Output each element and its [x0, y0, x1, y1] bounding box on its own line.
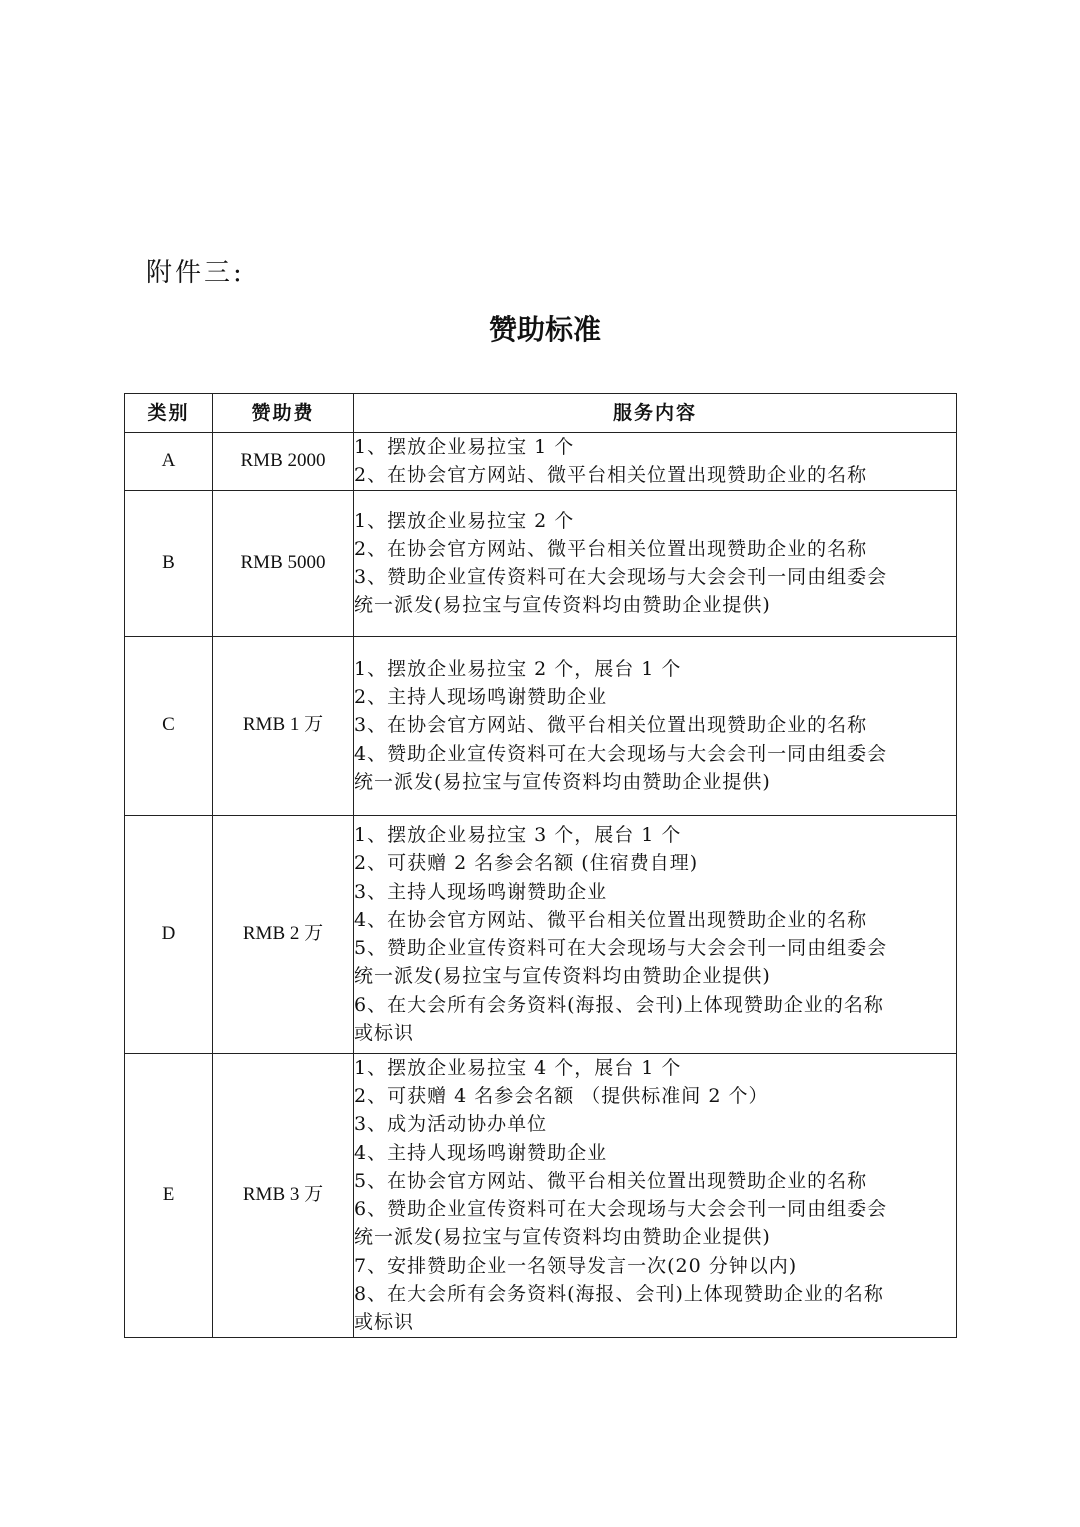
service-item: 6、赞助企业宣传资料可在大会现场与大会会刊一同由组委会 — [354, 1198, 888, 1221]
category-cell: C — [125, 636, 213, 815]
services-cell — [354, 1053, 957, 1337]
fee-cell: RMB 2 万 — [213, 815, 354, 1053]
service-item: 2、可获赠 2 名参会名额 (住宿费自理) — [354, 852, 699, 875]
service-item: 4、在协会官方网站、微平台相关位置出现赞助企业的名称 — [354, 908, 868, 931]
table-row — [125, 1053, 957, 1337]
category-cell: E — [125, 1053, 213, 1337]
service-item: 4、主持人现场鸣谢赞助企业 — [354, 1141, 608, 1164]
table-row — [125, 815, 957, 1053]
fee-cell: RMB 2000 — [213, 433, 354, 491]
sponsorship-table — [124, 393, 957, 1338]
fee-cell: RMB 1 万 — [213, 636, 354, 815]
category-cell: A — [125, 433, 213, 491]
service-item: 1、摆放企业易拉宝 1 个 — [354, 436, 575, 458]
service-item: 2、在协会官方网站、微平台相关位置出现赞助企业的名称 — [354, 537, 868, 560]
services-cell — [354, 815, 957, 1053]
header-category: 类别 — [125, 394, 213, 433]
service-item: 1、摆放企业易拉宝 2 个，展台 1 个 — [354, 657, 682, 680]
fee-cell: RMB 3 万 — [213, 1053, 354, 1337]
service-item: 2、可获赠 4 名参会名额 （提供标准间 2 个） — [354, 1084, 769, 1107]
table-row — [125, 636, 957, 815]
service-item: 1、摆放企业易拉宝 2 个 — [354, 509, 575, 532]
category-cell: D — [125, 815, 213, 1053]
service-item: 2、主持人现场鸣谢赞助企业 — [354, 686, 608, 709]
services-cell — [354, 433, 957, 491]
table-row — [125, 433, 957, 491]
attachment-label: 附件三: — [146, 258, 245, 288]
service-item: 6、在大会所有会务资料(海报、会刊)上体现赞助企业的名称 — [354, 993, 884, 1016]
header-services: 服务内容 — [354, 394, 957, 433]
service-item: 1、摆放企业易拉宝 3 个，展台 1 个 — [354, 823, 682, 846]
service-item: 3、在协会官方网站、微平台相关位置出现赞助企业的名称 — [354, 714, 868, 737]
document-title: 赞助标准 — [488, 313, 601, 346]
service-item: 5、在协会官方网站、微平台相关位置出现赞助企业的名称 — [354, 1169, 868, 1192]
table-header-row — [125, 394, 957, 433]
header-fee: 赞助费 — [213, 394, 354, 433]
table-row — [125, 490, 957, 636]
service-item: 3、主持人现场鸣谢赞助企业 — [354, 880, 608, 903]
service-item: 或标识 — [354, 1311, 415, 1334]
service-item: 2、在协会官方网站、微平台相关位置出现赞助企业的名称 — [354, 464, 868, 487]
service-item: 1、摆放企业易拉宝 4 个，展台 1 个 — [354, 1056, 682, 1079]
services-cell — [354, 636, 957, 815]
service-item: 或标识 — [354, 1021, 415, 1044]
services-cell — [354, 490, 957, 636]
service-item: 统一派发(易拉宝与宣传资料均由赞助企业提供) — [354, 771, 771, 794]
service-item: 4、赞助企业宣传资料可在大会现场与大会会刊一同由组委会 — [354, 742, 888, 765]
category-cell: B — [125, 490, 213, 636]
service-item: 统一派发(易拉宝与宣传资料均由赞助企业提供) — [354, 594, 771, 617]
service-item: 统一派发(易拉宝与宣传资料均由赞助企业提供) — [354, 965, 771, 988]
fee-cell: RMB 5000 — [213, 490, 354, 636]
service-item: 3、成为活动协办单位 — [354, 1113, 548, 1136]
service-item: 统一派发(易拉宝与宣传资料均由赞助企业提供) — [354, 1226, 771, 1249]
service-item: 8、在大会所有会务资料(海报、会刊)上体现赞助企业的名称 — [354, 1282, 884, 1305]
service-item: 3、赞助企业宣传资料可在大会现场与大会会刊一同由组委会 — [354, 566, 888, 589]
service-item: 7、安排赞助企业一名领导发言一次(20 分钟以内) — [354, 1254, 798, 1277]
service-item: 5、赞助企业宣传资料可在大会现场与大会会刊一同由组委会 — [354, 937, 888, 960]
